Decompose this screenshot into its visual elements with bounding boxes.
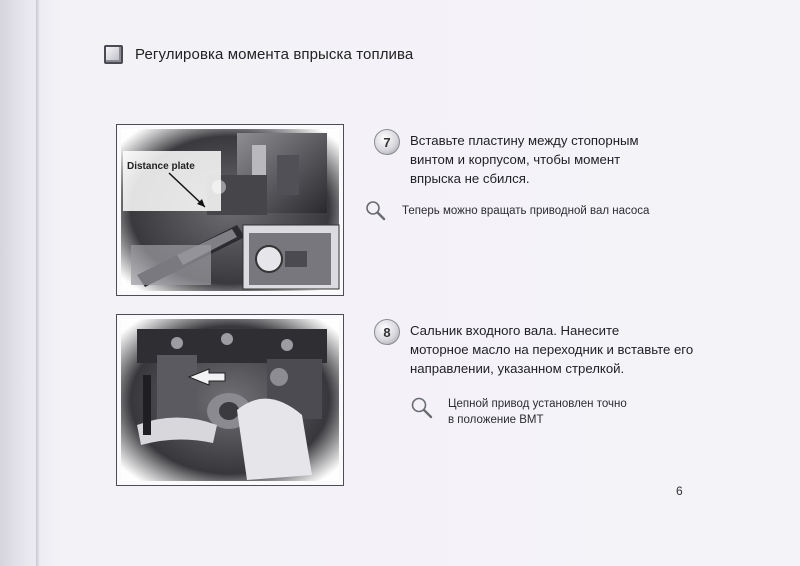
step-7-line-1: Вставьте пластину между стопорным — [410, 133, 639, 148]
step-8-line-3: направлении, указанном стрелкой. — [410, 361, 625, 376]
photo-distance-plate — [116, 124, 344, 296]
step-7-line-2: винтом и корпусом, чтобы момент — [410, 152, 621, 167]
step-8-note — [410, 396, 627, 428]
engine-photo-2 — [117, 315, 343, 485]
step-7-note-text — [402, 203, 649, 219]
page-title: Регулировка момента впрыска топлива — [135, 45, 414, 63]
page-number: 6 — [676, 484, 683, 498]
photo-input-shaft-seal — [116, 314, 344, 486]
step-8-text — [410, 321, 693, 378]
step-7 — [374, 129, 639, 188]
step-7-line-3: впрыска не сбился. — [410, 171, 530, 186]
step-7-note — [364, 200, 649, 222]
engine-photo-1 — [117, 125, 343, 295]
step-8-line-2: моторное масло на переходник и вставьте его — [410, 342, 694, 357]
page-spine — [36, 0, 40, 566]
step-7-text — [410, 131, 639, 188]
figure-label-distance-plate: Distance plate — [127, 161, 195, 172]
step-8-note-line-2: в положение ВМТ — [448, 414, 544, 426]
step-7-note-line-1: Теперь можно вращать приводной вал насоса — [402, 205, 650, 217]
magnifier-icon — [364, 200, 390, 222]
step-number-badge: 7 — [374, 129, 400, 155]
step-number-badge: 8 — [374, 319, 400, 345]
step-8-note-text — [448, 396, 627, 428]
section-header — [104, 42, 413, 66]
step-8-note-line-1: Цепной привод установлен точно — [448, 398, 627, 410]
magnifier-icon — [410, 396, 436, 422]
step-8 — [374, 319, 693, 378]
step-8-line-1: Сальник входного вала. Нанесите — [410, 323, 620, 338]
checkbox-square-icon — [104, 45, 123, 64]
